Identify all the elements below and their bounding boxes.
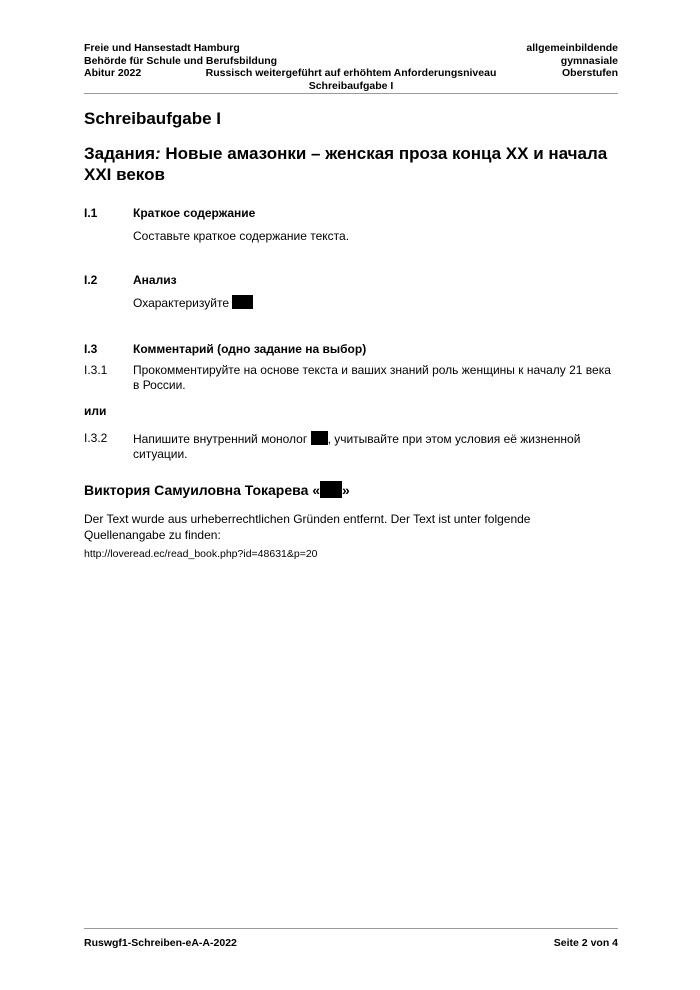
copyright-notice: Der Text wurde aus urheberrechtlichen Gründen entfernt. Der Text ist unter folgende Quellenangabe zu finden: — [84, 512, 531, 542]
header-school-level: gymnasiale — [560, 54, 618, 67]
source-heading-close: » — [342, 482, 350, 498]
task-3-number: I.3 — [84, 342, 98, 356]
source-author: Виктория Самуиловна Токарева « — [84, 482, 321, 498]
source-url: http://loveread.ec/read_book.php?id=48631&p=20 — [84, 548, 318, 560]
header-exam-year: Abitur 2022 — [84, 67, 142, 79]
footer-doc-id: Ruswgf1-Schreiben-eA-A-2022 — [84, 937, 237, 949]
task-1-number: I.1 — [84, 206, 98, 220]
page-title: Schreibaufgabe I — [84, 109, 221, 128]
task-1-text: Составьте краткое содержание текста. — [133, 229, 350, 243]
task-3-2-text-before: Напишите внутренний монолог — [133, 432, 311, 446]
task-2-text-wrap — [133, 295, 618, 311]
redaction-box — [311, 431, 328, 445]
footer-divider — [84, 928, 618, 929]
header-authority: Freie und Hansestadt Hamburg — [84, 42, 240, 54]
header-task-name: Schreibaufgabe I — [308, 79, 394, 92]
task-2-number: I.2 — [84, 273, 98, 287]
task-3-1-text: Прокомментируйте на основе текста и ваших знаний роль женщины к началу 21 века в России. — [133, 363, 611, 392]
subtitle-text: Новые амазонки – женская проза конца XX и начала XXI веков — [84, 144, 608, 184]
footer-page-number: Seite 2 von 4 — [553, 937, 618, 949]
subtitle-prefix: Задания — [84, 144, 155, 163]
task-1-heading: Краткое содержание — [133, 206, 256, 220]
header-department: Behörde für Schule und Berufsbildung — [84, 54, 278, 67]
subtitle-colon: : — [155, 144, 161, 163]
task-3-2-text-after: , учитывайте при этом условия её жизненной ситуации. — [133, 432, 581, 461]
header-school-type: allgemeinbildende — [526, 42, 618, 54]
header-divider — [84, 93, 618, 94]
or-label: или — [84, 404, 107, 418]
source-heading — [84, 481, 350, 498]
header-stage: Oberstufen — [561, 67, 618, 79]
redaction-box — [320, 481, 342, 498]
task-3-1-number: I.3.1 — [84, 363, 108, 377]
task-3-2-text-wrap — [133, 431, 618, 462]
page-header — [84, 42, 618, 92]
task-3-heading: Комментарий (одно задание на выбор) — [133, 342, 367, 356]
task-2-text: Охарактеризуйте — [133, 296, 229, 310]
page-subtitle — [84, 143, 618, 185]
header-course: Russisch weitergeführt auf erhöhtem Anforderungsniveau — [205, 67, 497, 79]
task-2-heading: Анализ — [133, 273, 177, 287]
document-page — [84, 0, 618, 990]
task-3-2-number: I.3.2 — [84, 431, 108, 445]
redaction-box — [232, 295, 253, 309]
